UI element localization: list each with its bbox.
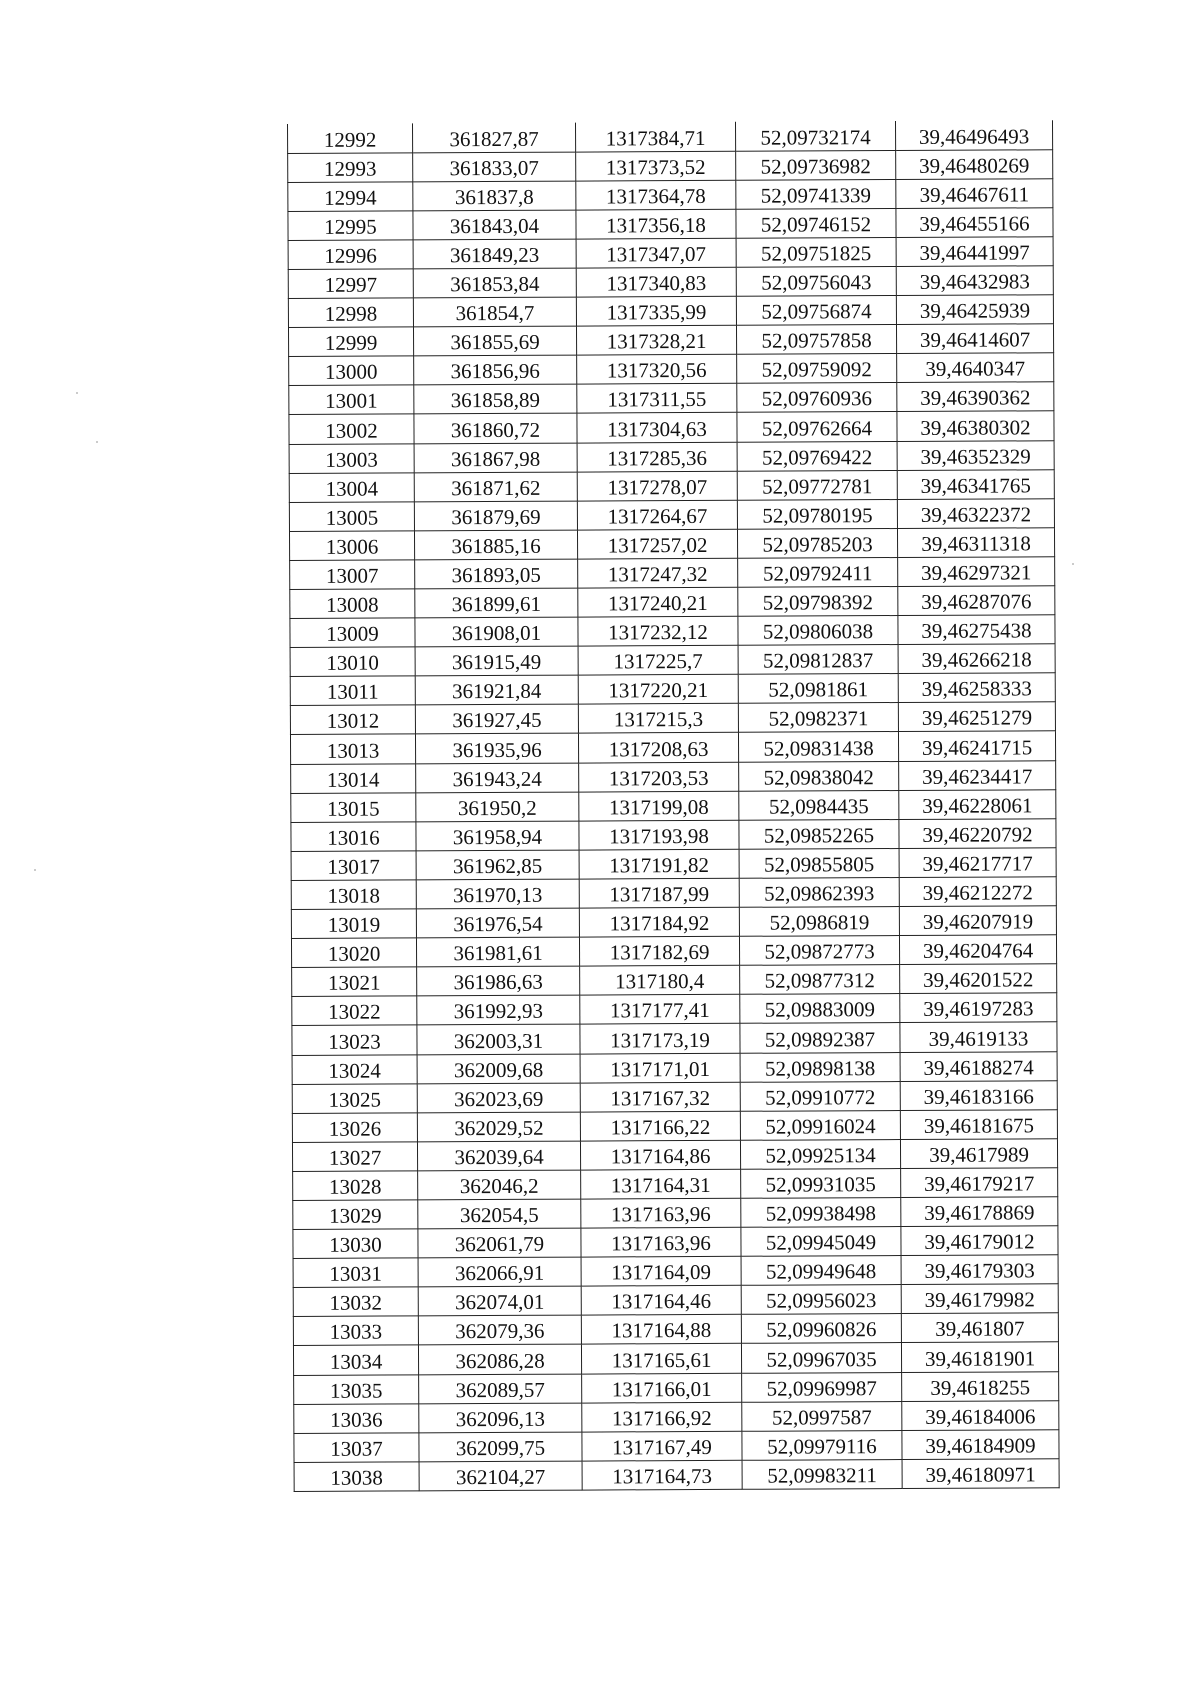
y-coordinate-cell: 1317184,92 [579, 907, 739, 937]
longitude-cell: 39,46266218 [898, 644, 1055, 674]
table-row [293, 1255, 1058, 1288]
latitude-cell: 52,09967035 [741, 1343, 901, 1373]
y-coordinate-cell: 1317167,49 [582, 1431, 742, 1461]
table-row [292, 1051, 1057, 1084]
point-number-cell: 13008 [290, 589, 415, 619]
longitude-cell: 39,46258333 [898, 673, 1055, 703]
latitude-cell: 52,09751825 [736, 237, 896, 267]
y-coordinate-cell: 1317364,78 [576, 180, 736, 210]
x-coordinate-cell: 362074,01 [418, 1286, 581, 1316]
latitude-cell: 52,09780195 [737, 499, 897, 529]
point-number-cell: 13010 [290, 647, 415, 677]
x-coordinate-cell: 361992,93 [417, 995, 580, 1025]
x-coordinate-cell: 362104,27 [419, 1461, 582, 1491]
table-row [290, 557, 1055, 590]
longitude-cell: 39,46179012 [901, 1226, 1058, 1256]
x-coordinate-cell: 361860,72 [414, 414, 577, 444]
table-row [293, 1197, 1058, 1230]
y-coordinate-cell: 1317167,32 [580, 1082, 740, 1112]
latitude-cell: 52,0986819 [739, 907, 899, 937]
latitude-cell: 52,09746152 [736, 208, 896, 238]
latitude-cell: 52,09872773 [739, 936, 899, 966]
longitude-cell: 39,46380302 [897, 411, 1054, 441]
table-row [291, 877, 1056, 910]
y-coordinate-cell: 1317166,92 [582, 1402, 742, 1432]
x-coordinate-cell: 361927,45 [415, 704, 578, 734]
longitude-cell: 39,46311318 [897, 528, 1054, 558]
x-coordinate-cell: 362096,13 [419, 1403, 582, 1433]
latitude-cell: 52,09862393 [739, 877, 899, 907]
x-coordinate-cell: 362046,2 [418, 1170, 581, 1200]
point-number-cell: 13029 [293, 1200, 418, 1230]
x-coordinate-cell: 361885,16 [414, 530, 577, 560]
longitude-cell: 39,4617989 [900, 1139, 1057, 1169]
table-row [290, 615, 1055, 648]
latitude-cell: 52,0997587 [742, 1401, 902, 1431]
y-coordinate-cell: 1317278,07 [577, 471, 737, 501]
table-row [290, 644, 1055, 677]
latitude-cell: 52,09756874 [736, 296, 896, 326]
table-row [294, 1371, 1059, 1404]
y-coordinate-cell: 1317164,46 [581, 1286, 741, 1316]
point-number-cell: 13014 [291, 763, 416, 793]
x-coordinate-cell: 361833,07 [413, 152, 576, 182]
table-row [289, 528, 1054, 561]
longitude-cell: 39,46184909 [902, 1429, 1059, 1459]
longitude-cell: 39,46228061 [899, 789, 1056, 819]
point-number-cell: 13019 [291, 909, 416, 939]
table-row [293, 1342, 1058, 1375]
y-coordinate-cell: 1317164,86 [580, 1140, 740, 1170]
x-coordinate-cell: 361856,96 [414, 355, 577, 385]
latitude-cell: 52,09762664 [737, 412, 897, 442]
point-number-cell: 12998 [288, 298, 413, 328]
longitude-cell: 39,46425939 [896, 295, 1053, 325]
table-row [288, 324, 1053, 357]
table-row [289, 411, 1054, 444]
y-coordinate-cell: 1317328,21 [576, 325, 736, 355]
longitude-cell: 39,46217717 [899, 848, 1056, 878]
point-number-cell: 13011 [290, 676, 415, 706]
table-row [292, 964, 1057, 997]
x-coordinate-cell: 362099,75 [419, 1432, 582, 1462]
point-number-cell: 12993 [288, 152, 413, 182]
point-number-cell: 13027 [292, 1142, 417, 1172]
table-row [292, 1022, 1057, 1055]
point-number-cell: 13032 [293, 1287, 418, 1317]
latitude-cell: 52,09983211 [742, 1459, 902, 1489]
longitude-cell: 39,46287076 [898, 586, 1055, 616]
point-number-cell: 13028 [293, 1171, 418, 1201]
longitude-cell: 39,46441997 [896, 237, 1053, 267]
longitude-cell: 39,46179303 [901, 1255, 1058, 1285]
point-number-cell: 13000 [289, 356, 414, 386]
latitude-cell: 52,09798392 [738, 587, 898, 617]
y-coordinate-cell: 1317173,19 [580, 1024, 740, 1054]
point-number-cell: 13023 [292, 1025, 417, 1055]
latitude-cell: 52,09938498 [741, 1197, 901, 1227]
x-coordinate-cell: 361827,87 [412, 123, 575, 153]
longitude-cell: 39,46220792 [899, 819, 1056, 849]
latitude-cell: 52,09956023 [741, 1285, 901, 1315]
scan-speck [96, 441, 98, 443]
latitude-cell: 52,09772781 [737, 470, 897, 500]
table-row [289, 440, 1054, 473]
point-number-cell: 13016 [291, 822, 416, 852]
y-coordinate-cell: 1317171,01 [580, 1053, 740, 1083]
latitude-cell: 52,09883009 [740, 994, 900, 1024]
y-coordinate-cell: 1317384,71 [575, 122, 735, 152]
x-coordinate-cell: 361843,04 [413, 210, 576, 240]
point-number-cell: 13037 [294, 1433, 419, 1463]
table-row [288, 120, 1053, 153]
latitude-cell: 52,09898138 [740, 1052, 900, 1082]
x-coordinate-cell: 361837,8 [413, 181, 576, 211]
y-coordinate-cell: 1317193,98 [579, 820, 739, 850]
table-row [293, 1284, 1058, 1317]
longitude-cell: 39,46197283 [900, 993, 1057, 1023]
latitude-cell: 52,09931035 [741, 1168, 901, 1198]
y-coordinate-cell: 1317164,88 [581, 1315, 741, 1345]
table-row [293, 1168, 1058, 1201]
x-coordinate-cell: 361976,54 [416, 908, 579, 938]
y-coordinate-cell: 1317373,52 [576, 151, 736, 181]
table-row [288, 149, 1053, 182]
longitude-cell: 39,46455166 [896, 208, 1053, 238]
x-coordinate-cell: 362089,57 [419, 1374, 582, 1404]
table-row [294, 1429, 1059, 1462]
latitude-cell: 52,09756043 [736, 266, 896, 296]
table-row [290, 586, 1055, 619]
latitude-cell: 52,09949648 [741, 1256, 901, 1286]
point-number-cell: 12997 [288, 269, 413, 299]
latitude-cell: 52,09806038 [738, 616, 898, 646]
x-coordinate-cell: 362061,79 [418, 1228, 581, 1258]
y-coordinate-cell: 1317164,73 [582, 1460, 742, 1490]
x-coordinate-cell: 361908,01 [415, 617, 578, 647]
longitude-cell: 39,46204764 [899, 935, 1056, 965]
longitude-cell: 39,46352329 [897, 440, 1054, 470]
x-coordinate-cell: 361854,7 [413, 297, 576, 327]
x-coordinate-cell: 362003,31 [417, 1024, 580, 1054]
point-number-cell: 13024 [292, 1054, 417, 1084]
latitude-cell: 52,09960826 [741, 1314, 901, 1344]
y-coordinate-cell: 1317247,32 [578, 558, 738, 588]
y-coordinate-cell: 1317335,99 [576, 296, 736, 326]
longitude-cell: 39,46178869 [901, 1197, 1058, 1227]
point-number-cell: 13004 [289, 473, 414, 503]
point-number-cell: 13031 [293, 1258, 418, 1288]
latitude-cell: 52,09892387 [740, 1023, 900, 1053]
table-row [288, 208, 1053, 241]
coordinate-table-body [288, 120, 1060, 1491]
latitude-cell: 52,09785203 [737, 528, 897, 558]
scan-speck [76, 392, 78, 394]
x-coordinate-cell: 361853,84 [413, 268, 576, 298]
x-coordinate-cell: 362009,68 [417, 1054, 580, 1084]
y-coordinate-cell: 1317163,96 [581, 1198, 741, 1228]
point-number-cell: 13021 [292, 967, 417, 997]
latitude-cell: 52,09877312 [740, 965, 900, 995]
x-coordinate-cell: 361871,62 [414, 472, 577, 502]
longitude-cell: 39,46432983 [896, 266, 1053, 296]
latitude-cell: 52,09925134 [740, 1139, 900, 1169]
latitude-cell: 52,09760936 [737, 383, 897, 413]
longitude-cell: 39,46184006 [902, 1400, 1059, 1430]
scan-speck [34, 869, 36, 871]
longitude-cell: 39,46341765 [897, 469, 1054, 499]
y-coordinate-cell: 1317356,18 [576, 209, 736, 239]
latitude-cell: 52,09838042 [739, 761, 899, 791]
x-coordinate-cell: 361893,05 [415, 559, 578, 589]
table-row [291, 848, 1056, 881]
y-coordinate-cell: 1317220,21 [578, 675, 738, 705]
point-number-cell: 12992 [288, 123, 413, 153]
longitude-cell: 39,46188274 [900, 1051, 1057, 1081]
x-coordinate-cell: 361915,49 [415, 646, 578, 676]
point-number-cell: 13013 [290, 734, 415, 764]
point-number-cell: 13026 [292, 1113, 417, 1143]
longitude-cell: 39,4618255 [902, 1371, 1059, 1401]
point-number-cell: 13005 [289, 502, 414, 532]
table-row [288, 237, 1053, 270]
longitude-cell: 39,46251279 [898, 702, 1055, 732]
table-row [292, 993, 1057, 1026]
y-coordinate-cell: 1317257,02 [577, 529, 737, 559]
table-row [289, 353, 1054, 386]
point-number-cell: 13015 [291, 793, 416, 823]
x-coordinate-cell: 362054,5 [418, 1199, 581, 1229]
x-coordinate-cell: 361950,2 [416, 792, 579, 822]
latitude-cell: 52,09969987 [742, 1372, 902, 1402]
table-row [288, 295, 1053, 328]
point-number-cell: 13030 [293, 1229, 418, 1259]
longitude-cell: 39,46480269 [896, 149, 1053, 179]
x-coordinate-cell: 362086,28 [418, 1345, 581, 1375]
latitude-cell: 52,09979116 [742, 1430, 902, 1460]
point-number-cell: 13006 [289, 531, 414, 561]
latitude-cell: 52,09736982 [736, 150, 896, 180]
y-coordinate-cell: 1317225,7 [578, 645, 738, 675]
point-number-cell: 12995 [288, 211, 413, 241]
table-row [288, 178, 1053, 211]
table-row [291, 819, 1056, 852]
y-coordinate-cell: 1317215,3 [578, 704, 738, 734]
x-coordinate-cell: 361935,96 [415, 734, 578, 764]
latitude-cell: 52,09852265 [739, 819, 899, 849]
y-coordinate-cell: 1317320,56 [577, 355, 737, 385]
table-row [294, 1400, 1059, 1433]
x-coordinate-cell: 362066,91 [418, 1257, 581, 1287]
longitude-cell: 39,46390362 [897, 382, 1054, 412]
y-coordinate-cell: 1317232,12 [578, 616, 738, 646]
point-number-cell: 13018 [291, 880, 416, 910]
longitude-cell: 39,46183166 [900, 1080, 1057, 1110]
latitude-cell: 52,0981861 [738, 674, 898, 704]
point-number-cell: 13001 [289, 385, 414, 415]
y-coordinate-cell: 1317164,09 [581, 1256, 741, 1286]
table-row [292, 1109, 1057, 1142]
longitude-cell: 39,46414607 [896, 324, 1053, 354]
table-row [289, 382, 1054, 415]
longitude-cell: 39,46467611 [896, 178, 1053, 208]
table-row [293, 1313, 1058, 1346]
latitude-cell: 52,09769422 [737, 441, 897, 471]
point-number-cell: 13017 [291, 851, 416, 881]
table-row [289, 469, 1054, 502]
latitude-cell: 52,09732174 [735, 121, 895, 151]
y-coordinate-cell: 1317180,4 [580, 966, 740, 996]
point-number-cell: 13009 [290, 618, 415, 648]
table-row [292, 1139, 1057, 1172]
x-coordinate-cell: 361855,69 [413, 326, 576, 356]
x-coordinate-cell: 362029,52 [417, 1112, 580, 1142]
latitude-cell: 52,0982371 [738, 703, 898, 733]
y-coordinate-cell: 1317311,55 [577, 384, 737, 414]
point-number-cell: 13036 [294, 1403, 419, 1433]
scan-speck [1072, 563, 1074, 565]
longitude-cell: 39,4640347 [897, 353, 1054, 383]
point-number-cell: 12994 [288, 182, 413, 212]
longitude-cell: 39,46322372 [897, 498, 1054, 528]
longitude-cell: 39,46181901 [901, 1342, 1058, 1372]
latitude-cell: 52,09945049 [741, 1227, 901, 1257]
y-coordinate-cell: 1317164,31 [581, 1169, 741, 1199]
latitude-cell: 52,09757858 [736, 325, 896, 355]
table-row [290, 673, 1055, 706]
y-coordinate-cell: 1317264,67 [577, 500, 737, 530]
table-row [290, 731, 1055, 764]
table-row [290, 702, 1055, 735]
x-coordinate-cell: 361958,94 [416, 821, 579, 851]
point-number-cell: 13025 [292, 1083, 417, 1113]
y-coordinate-cell: 1317347,07 [576, 238, 736, 268]
latitude-cell: 52,09741339 [736, 179, 896, 209]
x-coordinate-cell: 361858,89 [414, 384, 577, 414]
longitude-cell: 39,4619133 [900, 1022, 1057, 1052]
y-coordinate-cell: 1317304,63 [577, 413, 737, 443]
y-coordinate-cell: 1317285,36 [577, 442, 737, 472]
table-row [293, 1226, 1058, 1259]
table-row [294, 1459, 1059, 1492]
x-coordinate-cell: 361970,13 [416, 879, 579, 909]
longitude-cell: 39,46179982 [901, 1284, 1058, 1314]
y-coordinate-cell: 1317166,01 [582, 1373, 742, 1403]
x-coordinate-cell: 361879,69 [414, 501, 577, 531]
x-coordinate-cell: 361986,63 [417, 966, 580, 996]
latitude-cell: 52,09855805 [739, 848, 899, 878]
longitude-cell: 39,46496493 [895, 120, 1052, 150]
latitude-cell: 52,0984435 [739, 790, 899, 820]
y-coordinate-cell: 1317208,63 [578, 733, 738, 763]
longitude-cell: 39,46207919 [899, 906, 1056, 936]
table-row [291, 935, 1056, 968]
latitude-cell: 52,09831438 [738, 732, 898, 762]
x-coordinate-cell: 361943,24 [416, 763, 579, 793]
latitude-cell: 52,09910772 [740, 1081, 900, 1111]
x-coordinate-cell: 361849,23 [413, 239, 576, 269]
point-number-cell: 13020 [291, 938, 416, 968]
longitude-cell: 39,46181675 [900, 1109, 1057, 1139]
y-coordinate-cell: 1317340,83 [576, 267, 736, 297]
point-number-cell: 13012 [290, 705, 415, 735]
longitude-cell: 39,46180971 [902, 1459, 1059, 1489]
x-coordinate-cell: 361921,84 [415, 675, 578, 705]
latitude-cell: 52,09759092 [737, 354, 897, 384]
x-coordinate-cell: 361867,98 [414, 443, 577, 473]
x-coordinate-cell: 361899,61 [415, 588, 578, 618]
y-coordinate-cell: 1317165,61 [581, 1344, 741, 1374]
x-coordinate-cell: 362079,36 [418, 1315, 581, 1345]
longitude-cell: 39,46275438 [898, 615, 1055, 645]
longitude-cell: 39,46201522 [900, 964, 1057, 994]
x-coordinate-cell: 361981,61 [416, 937, 579, 967]
point-number-cell: 13003 [289, 443, 414, 473]
y-coordinate-cell: 1317191,82 [579, 849, 739, 879]
point-number-cell: 13022 [292, 996, 417, 1026]
y-coordinate-cell: 1317182,69 [579, 936, 739, 966]
x-coordinate-cell: 361962,85 [416, 850, 579, 880]
table-row [291, 789, 1056, 822]
point-number-cell: 13002 [289, 414, 414, 444]
y-coordinate-cell: 1317199,08 [579, 791, 739, 821]
longitude-cell: 39,46234417 [899, 760, 1056, 790]
latitude-cell: 52,09916024 [740, 1110, 900, 1140]
table-row [288, 266, 1053, 299]
latitude-cell: 52,09812837 [738, 645, 898, 675]
y-coordinate-cell: 1317177,41 [580, 995, 740, 1025]
table-row [291, 906, 1056, 939]
y-coordinate-cell: 1317203,53 [579, 762, 739, 792]
x-coordinate-cell: 362023,69 [417, 1083, 580, 1113]
longitude-cell: 39,461807 [901, 1313, 1058, 1343]
y-coordinate-cell: 1317187,99 [579, 878, 739, 908]
longitude-cell: 39,46297321 [898, 557, 1055, 587]
y-coordinate-cell: 1317163,96 [581, 1227, 741, 1257]
table-row [292, 1080, 1057, 1113]
table-row [289, 498, 1054, 531]
x-coordinate-cell: 362039,64 [417, 1141, 580, 1171]
longitude-cell: 39,46241715 [898, 731, 1055, 761]
point-number-cell: 13035 [294, 1374, 419, 1404]
point-number-cell: 13033 [293, 1316, 418, 1346]
longitude-cell: 39,46212272 [899, 877, 1056, 907]
latitude-cell: 52,09792411 [738, 557, 898, 587]
longitude-cell: 39,46179217 [901, 1168, 1058, 1198]
y-coordinate-cell: 1317240,21 [578, 587, 738, 617]
coordinate-table [287, 120, 1060, 1492]
y-coordinate-cell: 1317166,22 [580, 1111, 740, 1141]
point-number-cell: 12999 [288, 327, 413, 357]
point-number-cell: 13038 [294, 1462, 419, 1492]
point-number-cell: 13034 [293, 1345, 418, 1375]
point-number-cell: 13007 [290, 560, 415, 590]
table-row [291, 760, 1056, 793]
point-number-cell: 12996 [288, 240, 413, 270]
